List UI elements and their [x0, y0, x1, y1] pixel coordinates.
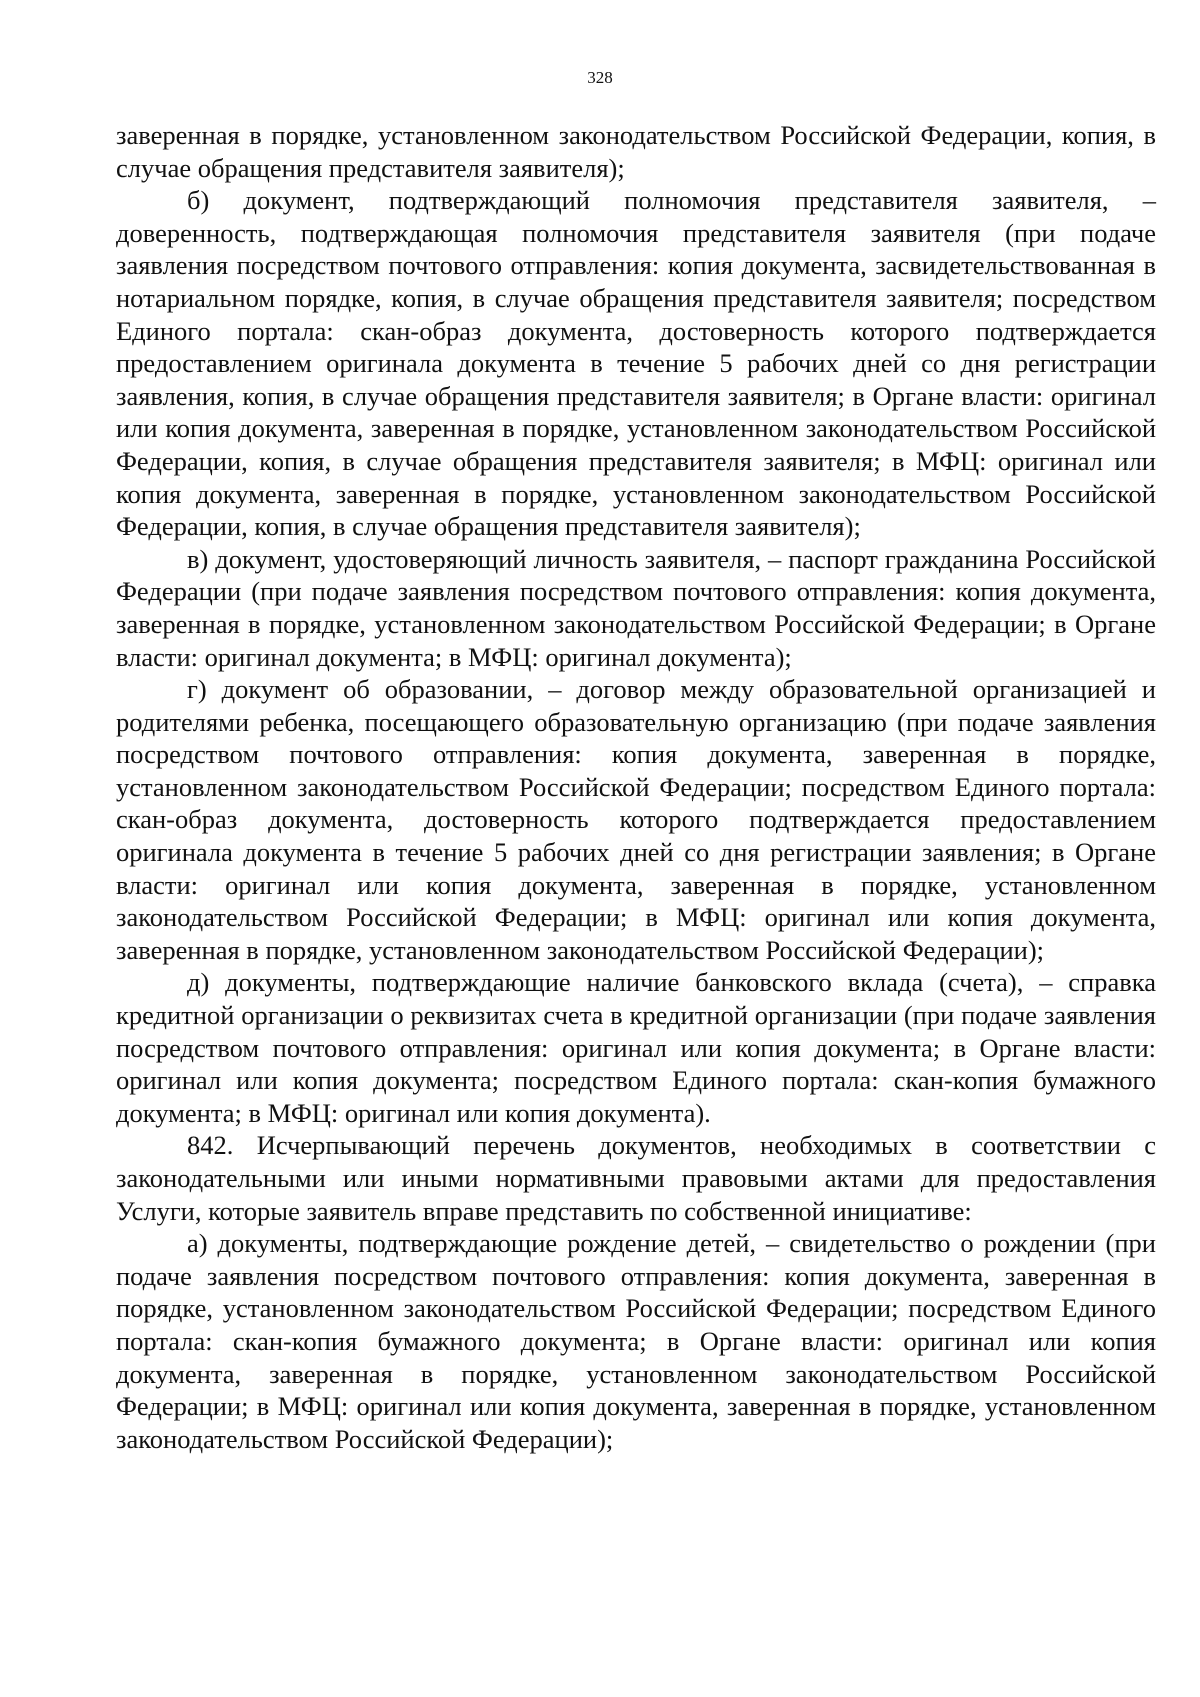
- paragraph-item-v: в) документ, удостоверяющий личность заявителя, – паспорт гражданина Российской Федерации (при подаче заявления посредством почтового отправления: копия документа, заверенная в порядке, установленном законодательством Российской Федерации; в Органе власти: оригинал документа; в МФЦ: оригинал документа);: [116, 543, 1156, 672]
- paragraph-item-g: г) документ об образовании, – договор между образовательной организацией и родителями ребенка, посещающего образовательную организацию (при подаче заявления посредством почтового отправления: копия документа, заверенная в порядке, установленном законодательством Российской Федерации; посредством Единого портала: скан-образ документа, достоверность которого подтверждается предоставлением оригинала документа в течение 5 рабочих дней со дня регистрации заявления; в Органе власти: оригинал или копия документа, заверенная в порядке, установленном законодательством Российской Федерации; в МФЦ: оригинал или копия документа, заверенная в порядке, установленном законодательством Российской Федерации);: [116, 674, 1156, 965]
- paragraph-item-b: б) документ, подтверждающий полномочия представителя заявителя, – доверенность, подтверждающая полномочия представителя заявителя (при подаче заявления посредством почтового отправления: копия документа, засвидетельствованная в нотариальном порядке, копия, в случае обращения представителя заявителя; посредством Единого портала: скан-образ документа, достоверность которого подтверждается предоставлением оригинала документа в течение 5 рабочих дней со дня регистрации заявления, копия, в случае обращения представителя заявителя; в Органе власти: оригинал или копия документа, заверенная в порядке, установленном законодательством Российской Федерации, копия, в случае обращения представителя заявителя; в МФЦ: оригинал или копия документа, заверенная в порядке, установленном законодательством Российской Федерации, копия, в случае обращения представителя заявителя);: [116, 185, 1156, 542]
- page-number: 328: [587, 68, 613, 87]
- paragraph-continuation: заверенная в порядке, установленном законодательством Российской Федерации, копия, в случае обращения представителя заявителя);: [116, 120, 1156, 183]
- document-body: [116, 119, 1156, 1455]
- paragraph-item-a: а) документы, подтверждающие рождение детей, – свидетельство о рождении (при подаче заявления посредством почтового отправления: копия документа, заверенная в порядке, установленном законодательством Российской Федерации; посредством Единого портала: скан-копия бумажного документа; в Органе власти: оригинал или копия документа, заверенная в порядке, установленном законодательством Российской Федерации; в МФЦ: оригинал или копия документа, заверенная в порядке, установленном законодательством Российской Федерации);: [116, 1228, 1156, 1454]
- paragraph-clause-842: 842. Исчерпывающий перечень документов, необходимых в соответствии с законодательными или иными нормативными правовыми актами для предоставления Услуги, которые заявитель вправе представить по собственной инициативе:: [116, 1130, 1156, 1226]
- paragraph-item-d: д) документы, подтверждающие наличие банковского вклада (счета), – справка кредитной организации о реквизитах счета в кредитной организации (при подаче заявления посредством почтового отправления: оригинал или копия документа; в Органе власти: оригинал или копия документа; посредством Единого портала: скан-копия бумажного документа; в МФЦ: оригинал или копия документа).: [116, 967, 1156, 1128]
